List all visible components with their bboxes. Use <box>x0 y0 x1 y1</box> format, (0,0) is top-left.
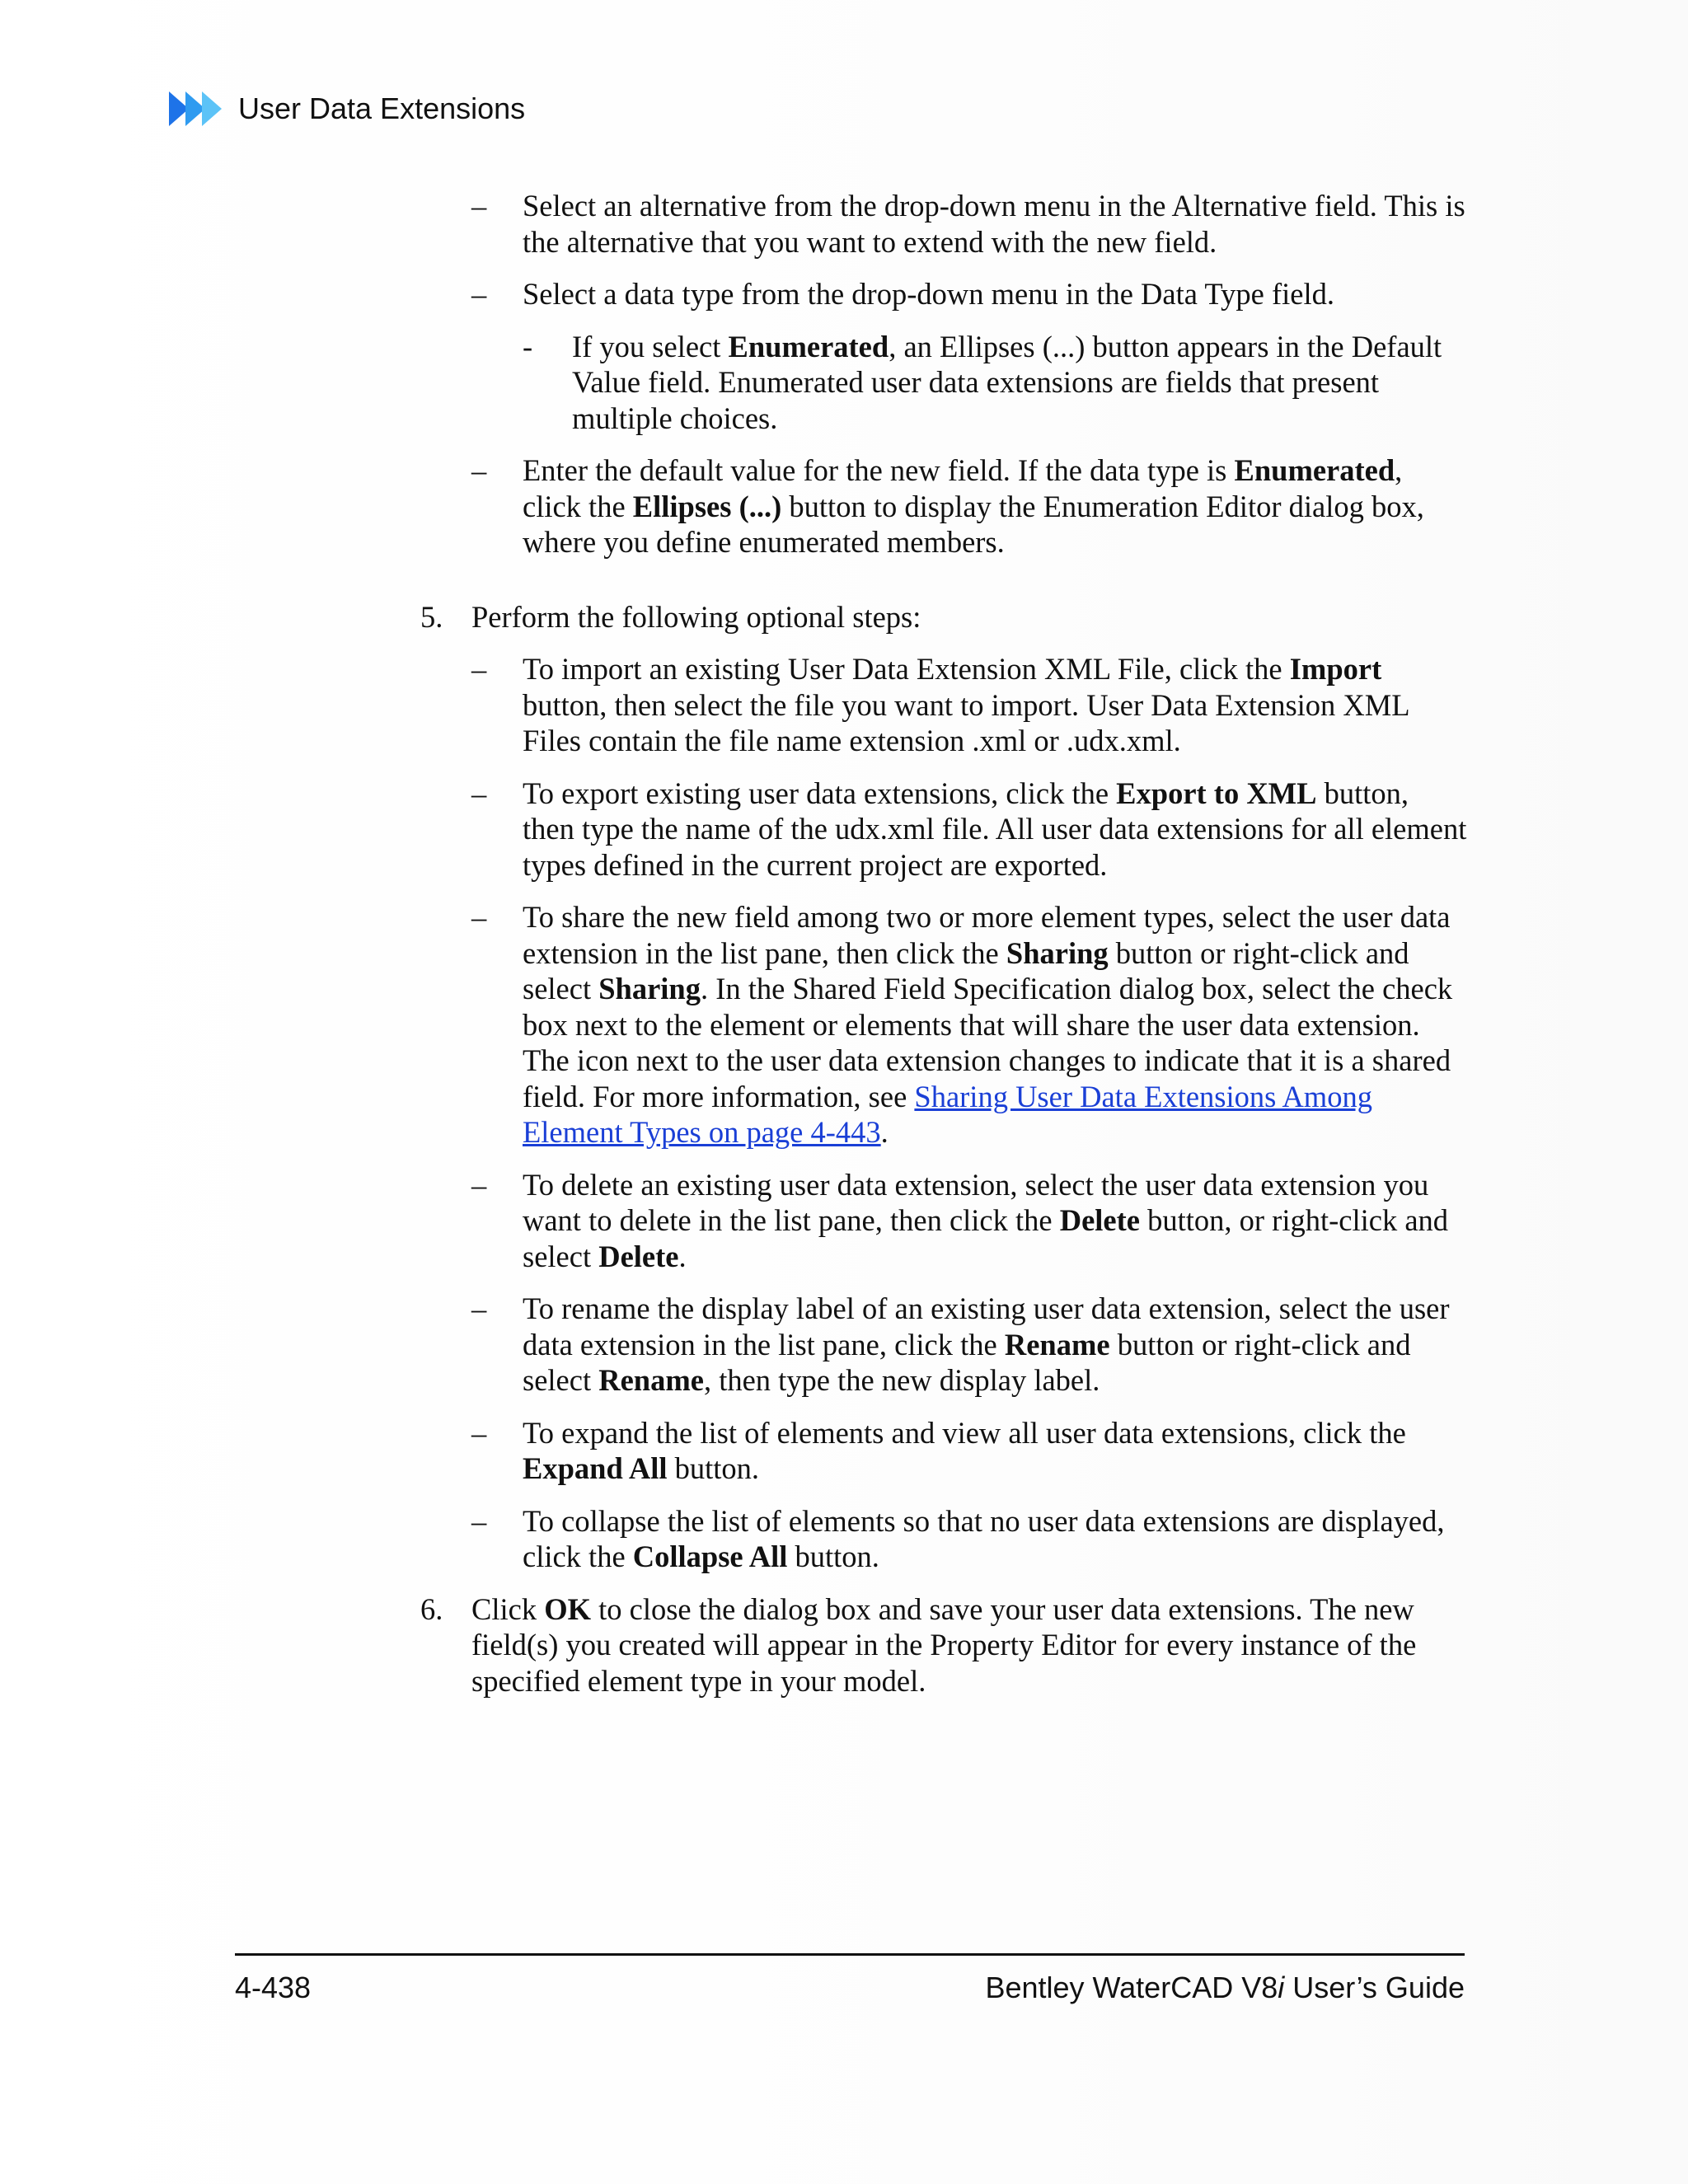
item-text: Click <box>471 1591 545 1626</box>
emphasis: Delete <box>598 1239 679 1273</box>
item-text: . <box>880 1115 889 1149</box>
item-text: to close the dialog box and save your user data extensions. The new field(s) you created will appear in the Property Editor for every instance of the specified element type in your model. <box>471 1591 1417 1698</box>
dash-bullet: – <box>471 189 487 223</box>
cross-reference-link[interactable]: Sharing User Data Extensions Among Element Types on page 4-443 <box>523 1079 1372 1149</box>
list-item <box>420 452 1467 560</box>
footer-rule <box>235 1953 1465 1956</box>
item-text: . In the Shared Field Specification dialog box, select the check box next to the element or elements that will share the user data extension. The icon next to the user data extension changes to indicate that it is a shared field. For more information, see <box>523 972 1453 1113</box>
item-text: To collapse the list of elements so that no user data extensions are displayed, click the <box>523 1503 1445 1573</box>
emphasis: Import <box>1289 652 1382 686</box>
list-item <box>420 776 1467 883</box>
list-item <box>420 1167 1467 1275</box>
section-title: User Data Extensions <box>238 91 526 125</box>
emphasis: Enumerated <box>1234 453 1395 487</box>
page-header <box>169 88 525 129</box>
emphasis: Sharing <box>1006 935 1109 970</box>
numbered-step-6 <box>420 1591 1467 1699</box>
item-text: button or right-click and select <box>523 935 1409 1005</box>
emphasis: Sharing <box>598 972 701 1005</box>
list-item <box>420 1291 1467 1399</box>
dash-bullet: – <box>471 652 487 686</box>
step-number: 5. <box>420 599 443 634</box>
item-text: Enter the default value for the new field. If the data type is <box>523 453 1235 487</box>
emphasis: Collapse All <box>632 1540 788 1573</box>
guide-title <box>985 1971 1465 2005</box>
dash-bullet: – <box>471 453 487 487</box>
item-text: button. <box>667 1451 760 1485</box>
dash-bullet: – <box>471 1415 487 1450</box>
emphasis: Rename <box>1004 1327 1110 1361</box>
emphasis: Delete <box>1059 1203 1140 1237</box>
item-text: If you select <box>572 329 729 363</box>
item-text: button, then select the file you want to import. User Data Extension XML Files contain the file name extension .xml or .udx.xml. <box>523 687 1409 757</box>
double-chevron-icon <box>169 90 223 128</box>
dash-bullet: – <box>471 1167 487 1202</box>
sub-list-item <box>420 329 1467 437</box>
list-item <box>420 651 1467 759</box>
item-text: , then type the new display label. <box>703 1363 1100 1397</box>
page-number: 4-438 <box>235 1971 312 2004</box>
item-text: To rename the display label of an existing user data extension, select the user data extension in the list pane, click the <box>523 1291 1450 1361</box>
item-text: Perform the following optional steps: <box>471 599 921 634</box>
item-text: button, then type the name of the udx.xml file. All user data extensions for all element types defined in the current project are exported. <box>523 776 1467 882</box>
emphasis: Expand All <box>523 1451 668 1485</box>
emphasis: Ellipses (...) <box>632 489 782 523</box>
item-text: button. <box>787 1540 879 1573</box>
dash-bullet: – <box>471 776 487 810</box>
dash-bullet: – <box>471 1291 487 1325</box>
item-text: , click the <box>523 453 1403 523</box>
item-text: button to display the Enumeration Editor dialog box, where you define enumerated members. <box>523 489 1424 559</box>
item-text: button, or right-click and select <box>523 1203 1449 1273</box>
numbered-step-5 <box>420 599 1467 635</box>
hyphen-bullet: - <box>523 329 533 363</box>
list-item <box>420 188 1467 260</box>
list-item <box>420 1503 1467 1575</box>
emphasis: Rename <box>598 1363 704 1397</box>
instructions-body <box>420 188 1467 1699</box>
item-text: To import an existing User Data Extension XML File, click the <box>523 652 1290 686</box>
item-text: Select an alternative from the drop-down menu in the Alternative field. This is the alternative that you want to extend with the new field. <box>523 189 1465 259</box>
item-text: To expand the list of elements and view all user data extensions, click the <box>523 1415 1406 1450</box>
emphasis: OK <box>544 1591 591 1626</box>
item-text: To delete an existing user data extension, select the user data extension you want to delete in the list pane, then click the <box>523 1167 1429 1237</box>
emphasis: Enumerated <box>728 329 889 363</box>
item-text: . <box>678 1239 687 1273</box>
emphasis: Export to XML <box>1116 776 1317 810</box>
item-text: Select a data type from the drop-down menu in the Data Type field. <box>523 277 1335 311</box>
item-text: To export existing user data extensions, click the <box>523 776 1117 810</box>
guide-title-text: User’s Guide <box>1284 1971 1465 2004</box>
list-item <box>420 276 1467 312</box>
dash-bullet: – <box>471 1503 487 1538</box>
item-text: To share the new field among two or more element types, select the user data extension in the list pane, then click the <box>523 900 1451 970</box>
list-item <box>420 1415 1467 1487</box>
item-text: , an Ellipses (...) button appears in the Default Value field. Enumerated user data extensions are fields that present multiple choices. <box>572 329 1442 435</box>
guide-title-text: Bentley WaterCAD V8 <box>985 1971 1278 2004</box>
step-number: 6. <box>420 1591 443 1626</box>
dash-bullet: – <box>471 277 487 311</box>
guide-title-italic: i <box>1278 1971 1285 2004</box>
item-text: button or right-click and select <box>523 1327 1411 1397</box>
dash-bullet: – <box>471 900 487 934</box>
list-item <box>420 899 1467 1151</box>
